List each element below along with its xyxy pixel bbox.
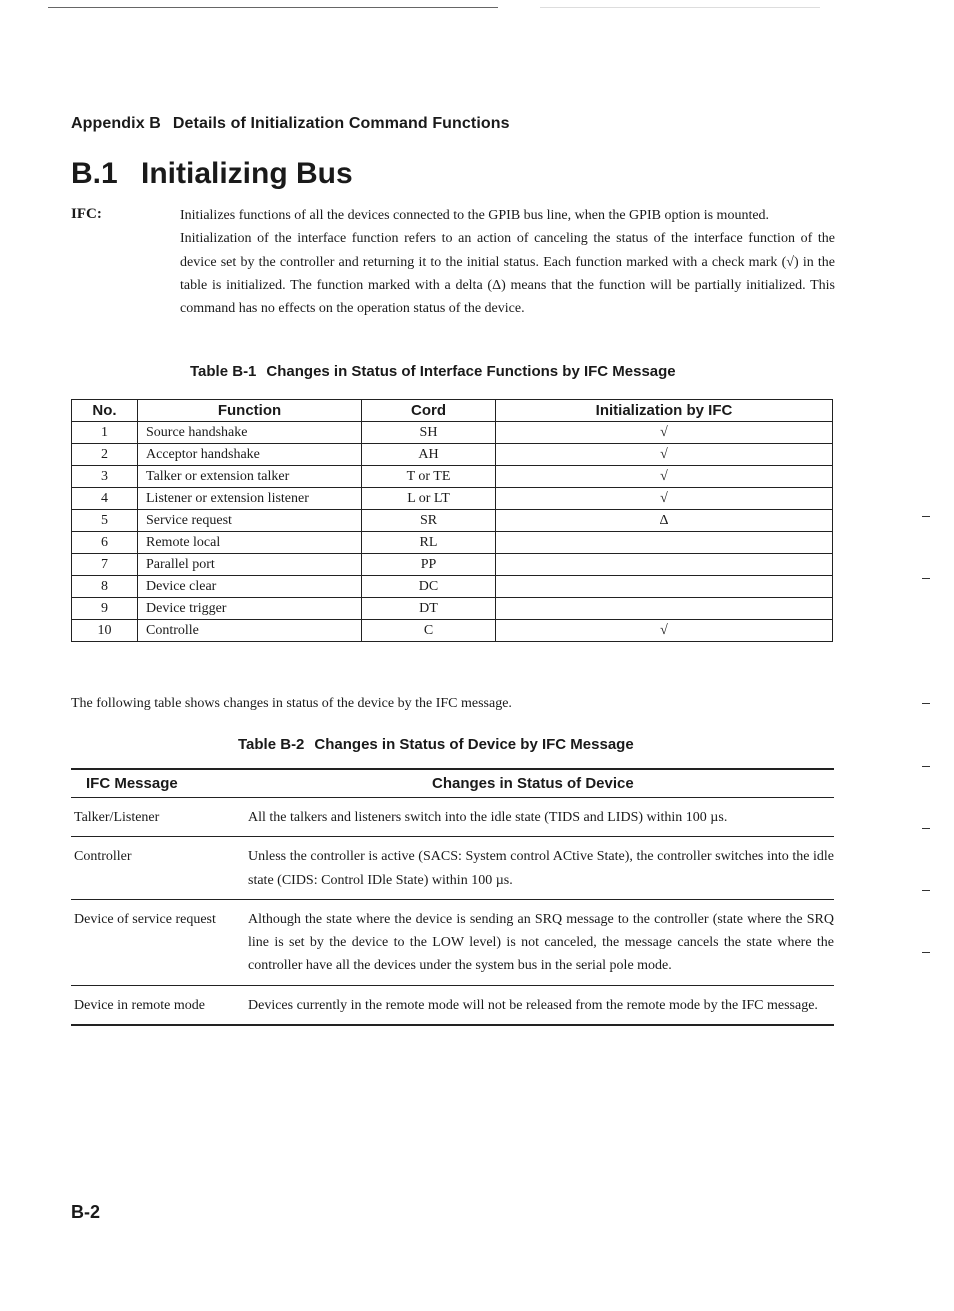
row-init: √	[496, 466, 833, 488]
margin-mark	[922, 703, 930, 704]
row-no: 7	[72, 554, 138, 576]
table1-header-cord: Cord	[362, 400, 496, 422]
table-row	[72, 444, 833, 466]
row-cord: C	[362, 620, 496, 642]
row-init	[496, 598, 833, 620]
row-function: Source handshake	[138, 422, 362, 444]
row-no: 5	[72, 510, 138, 532]
row-cord: DT	[362, 598, 496, 620]
row-no: 6	[72, 532, 138, 554]
ifc-paragraph-1: Initializes functions of all the devices connected to the GPIB bus line, when the GPIB option is mounted.	[180, 208, 770, 223]
ifc-paragraph-2: Initialization of the interface function refers to an action of canceling the status of the interface function of the device set by the controller and returning it to the initial status. Each function marked with a check mark (√) in the table is initialized. The function marked with a delta (Δ) means that the function will be partially initialized. This command has no effects on the operation status of the device.	[180, 231, 835, 317]
table-row	[72, 510, 833, 532]
row-message: Controller	[74, 849, 132, 865]
top-rule	[48, 7, 498, 8]
row-no: 10	[72, 620, 138, 642]
row-init	[496, 554, 833, 576]
row-no: 1	[72, 422, 138, 444]
appendix-title: Details of Initialization Command Functions	[172, 115, 510, 132]
row-cord: AH	[362, 444, 496, 466]
row-no: 8	[72, 576, 138, 598]
row-no: 4	[72, 488, 138, 510]
margin-mark	[922, 890, 930, 891]
page-number: B-2	[71, 1202, 101, 1222]
table2-header-changes: Changes in Status of Device	[432, 775, 634, 792]
row-function: Talker or extension talker	[138, 466, 362, 488]
table2-intro: The following table shows changes in status of the device by the IFC message.	[71, 696, 512, 711]
table-row	[72, 532, 833, 554]
row-function: Device clear	[138, 576, 362, 598]
section-heading: Initializing Bus	[141, 157, 353, 190]
row-cord: SR	[362, 510, 496, 532]
ifc-description	[180, 204, 835, 320]
row-message: Device in remote mode	[74, 997, 206, 1013]
row-init: √	[496, 444, 833, 466]
row-message: Talker/Listener	[74, 810, 160, 825]
table-row	[72, 488, 833, 510]
row-init: √	[496, 422, 833, 444]
table1-header-function: Function	[138, 400, 362, 422]
row-cord: PP	[362, 554, 496, 576]
margin-mark	[922, 828, 930, 829]
table2-caption	[238, 736, 634, 753]
table1-header-row	[72, 400, 833, 422]
section-number: B.1	[71, 157, 118, 190]
row-change: All the talkers and listeners switch into the idle state (TIDS and LIDS) within 100 µs.	[248, 810, 728, 825]
appendix-label: Appendix B	[71, 115, 161, 132]
table2-header-row	[71, 768, 834, 798]
row-no: 3	[72, 466, 138, 488]
table1-label: Table B-1	[190, 363, 257, 380]
row-function: Listener or extension listener	[138, 488, 362, 510]
row-no: 9	[72, 598, 138, 620]
row-change: Devices currently in the remote mode will not be released from the remote mode by the IFC message.	[248, 997, 818, 1013]
appendix-header	[71, 115, 510, 133]
row-function: Parallel port	[138, 554, 362, 576]
row-cord: L or LT	[362, 488, 496, 510]
table1-header-no: No.	[72, 400, 138, 422]
table-row	[72, 620, 833, 642]
row-cord: T or TE	[362, 466, 496, 488]
row-message: Device of service request	[74, 911, 216, 927]
row-init: Δ	[496, 510, 833, 532]
ifc-term: IFC:	[71, 206, 102, 222]
margin-mark	[922, 578, 930, 579]
row-init	[496, 576, 833, 598]
row-cord: DC	[362, 576, 496, 598]
table1	[71, 399, 833, 642]
table2-header-message: IFC Message	[86, 775, 178, 792]
row-no: 2	[72, 444, 138, 466]
row-function: Controlle	[138, 620, 362, 642]
section-title	[71, 157, 353, 191]
row-function: Device trigger	[138, 598, 362, 620]
row-init	[496, 532, 833, 554]
table1-header-initialization: Initialization by IFC	[496, 400, 833, 422]
table2	[71, 768, 834, 1026]
table-row	[71, 837, 834, 900]
row-change: Unless the controller is active (SACS: System control ACtive State), the controller switches into the idle state (CIDS: Control IDle State) within 100 µs.	[248, 849, 834, 888]
table-row	[71, 900, 834, 986]
table-row	[72, 576, 833, 598]
margin-mark	[922, 516, 930, 517]
row-function: Service request	[138, 510, 362, 532]
row-cord: RL	[362, 532, 496, 554]
table2-title: Changes in Status of Device by IFC Message	[314, 736, 634, 753]
table-row	[71, 798, 834, 837]
table-row	[72, 466, 833, 488]
table-row	[71, 986, 834, 1026]
table-row	[72, 598, 833, 620]
top-rule-faint	[540, 7, 820, 8]
row-init: √	[496, 488, 833, 510]
margin-mark	[922, 952, 930, 953]
row-change: Although the state where the device is sending an SRQ message to the controller (state where the SRQ line is set by the device to the LOW level) is not canceled, the message cancels the state where the controller have all the devices under the system bus in the serial pole mode.	[248, 911, 834, 974]
table2-label: Table B-2	[238, 736, 305, 753]
row-function: Acceptor handshake	[138, 444, 362, 466]
table1-title: Changes in Status of Interface Functions by IFC Message	[266, 363, 676, 380]
table-row	[72, 554, 833, 576]
row-init: √	[496, 620, 833, 642]
table1-caption	[190, 363, 676, 380]
row-function: Remote local	[138, 532, 362, 554]
margin-mark	[922, 766, 930, 767]
table-row	[72, 422, 833, 444]
row-cord: SH	[362, 422, 496, 444]
